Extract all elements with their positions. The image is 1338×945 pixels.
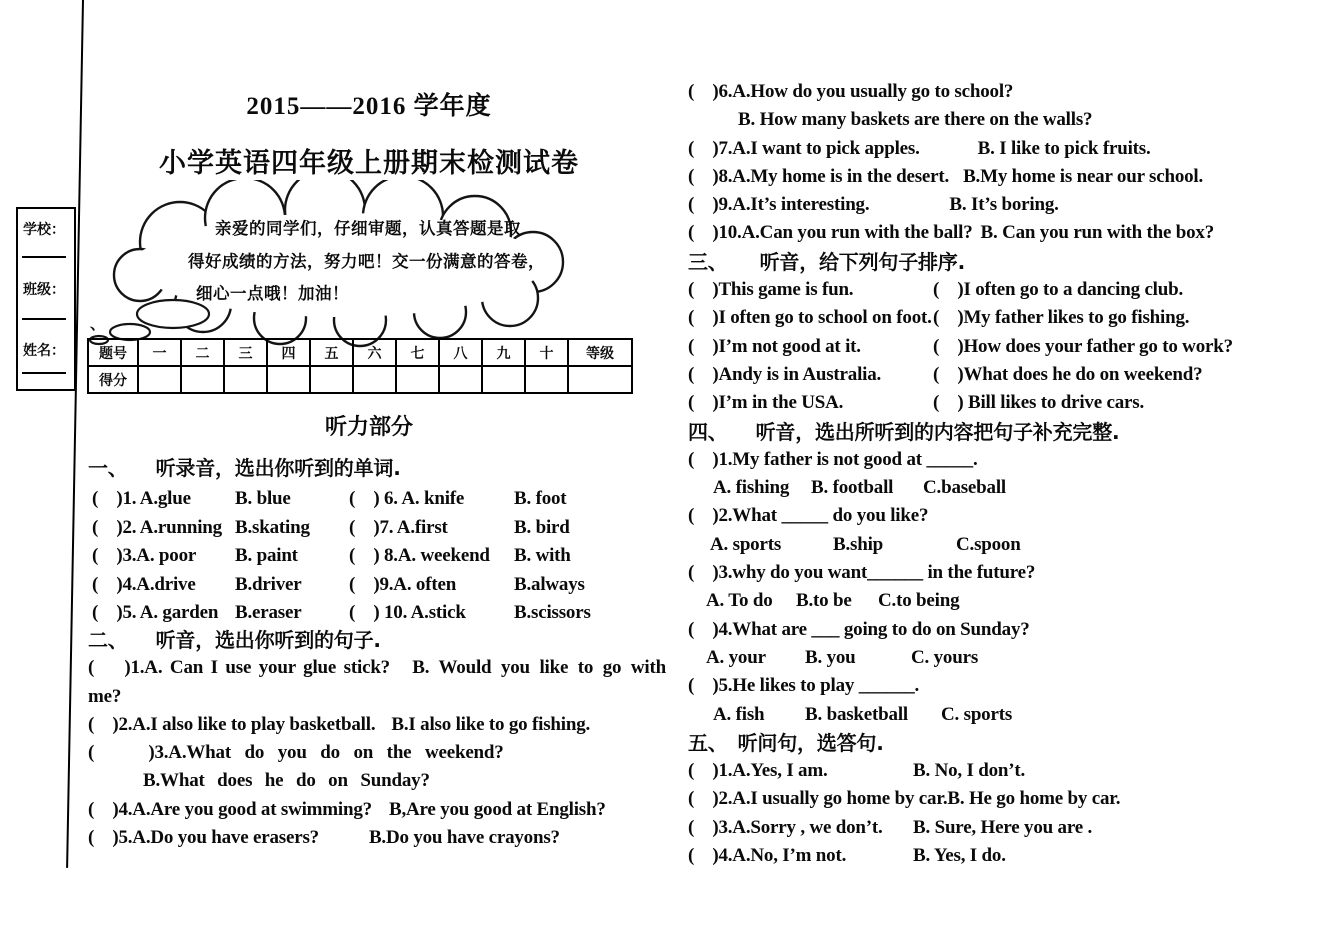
sentence-left: ( )I’m in the USA. <box>688 392 844 414</box>
score-row-label: 得分 <box>88 366 138 393</box>
school-blank-line <box>22 256 66 258</box>
fill-item-2-options <box>688 531 1248 559</box>
option-b: B,Are you good at English? <box>388 798 606 820</box>
question-left: ( )1. A.glue <box>92 488 191 510</box>
col-header-8: 八 <box>439 339 482 366</box>
section-4-number: 四、 <box>688 419 728 444</box>
question-right: ( )7. A.first <box>349 516 448 538</box>
score-cell <box>310 366 353 393</box>
option-b-left: B.driver <box>235 573 302 595</box>
section-5-heading <box>688 729 1248 757</box>
sentence-item-1-continuation: me? <box>88 685 122 707</box>
sentence-left: ( )I’m not good at it. <box>688 335 861 357</box>
name-label: 姓名： <box>23 343 65 359</box>
score-table-score-row <box>88 366 632 393</box>
sentence-item-6-option-a: ( )6.A.How do you usually go to school? <box>688 81 1014 102</box>
sentence-item-4 <box>88 796 666 824</box>
section-2-title: 听音，选出你听到的句子. <box>155 628 381 652</box>
option-b: B. He go home by car. <box>947 788 1121 810</box>
section-2-heading <box>88 626 666 654</box>
sentence-left: ( )Andy is in Australia. <box>688 363 882 385</box>
option-b: B. basketball <box>805 703 908 725</box>
option-a: ( )5.A.Do you have erasers? <box>88 827 319 849</box>
option-b: B.My home is near our school. <box>963 165 1204 187</box>
sentence-item-3-option-b: B.What does he do on Sunday? <box>143 770 430 792</box>
option-a: A. your <box>706 646 766 668</box>
ordering-row <box>688 361 1248 389</box>
word-choice-row <box>88 514 666 543</box>
left-margin-rule <box>66 0 84 868</box>
section-4-heading <box>688 418 1248 446</box>
option-a: ( )10.A.Can you run with the ball? <box>688 222 973 244</box>
cloud-text-line-1: 亲爱的同学们，仔细审题，认真答题是取 <box>215 219 521 238</box>
sentence-item-2 <box>88 711 666 739</box>
sentence-item-7 <box>688 135 1248 163</box>
class-blank-line <box>22 318 66 320</box>
option-a: A. sports <box>710 533 782 555</box>
fill-item-3-question: ( )3.why do you want______ in the future? <box>688 562 1036 584</box>
col-header-10: 十 <box>525 339 568 366</box>
sentence-right: ( ) Bill likes to drive cars. <box>933 392 1145 414</box>
fill-item-1-options <box>688 474 1248 502</box>
col-header-2: 二 <box>181 339 224 366</box>
name-blank-line <box>22 372 66 374</box>
col-header-9: 九 <box>482 339 525 366</box>
word-choice-row <box>88 542 666 571</box>
fill-item-5-options <box>688 701 1248 729</box>
sentence-item-6-option-b: B. How many baskets are there on the walls? <box>738 109 1093 131</box>
option-c: C.to being <box>878 590 960 612</box>
question-right: ( ) 8.A. weekend <box>349 545 490 567</box>
option-a: A. To do <box>706 590 773 612</box>
grade-header: 等级 <box>568 339 632 366</box>
section-4-title: 听音，选出所听到的内容把句子补充完整. <box>755 419 1120 444</box>
section-1-number: 一、 <box>88 456 128 480</box>
option-a: ( )7.A.I want to pick apples. <box>688 137 920 159</box>
sentence-item-5 <box>88 824 666 852</box>
school-label: 学校： <box>23 222 65 238</box>
ordering-row <box>688 333 1248 361</box>
option-b: B. No, I don’t. <box>913 760 1026 782</box>
sentence-item-9 <box>688 191 1248 219</box>
section-3-heading <box>688 248 1248 276</box>
option-b: B.to be <box>796 590 852 612</box>
word-choice-row <box>88 485 666 514</box>
sentence-right: ( )How does your father go to work? <box>933 335 1233 357</box>
option-b: B. Can you run with the box? <box>980 222 1215 244</box>
score-cell <box>181 366 224 393</box>
option-a: ( )8.A.My home is in the desert. <box>688 165 950 187</box>
option-b: B. Yes, I do. <box>913 845 1006 867</box>
right-column <box>688 78 1248 870</box>
col-header-5: 五 <box>310 339 353 366</box>
sentence-item-3-option-a: ( )3.A.What do you do on the weekend? <box>88 742 504 764</box>
option-b: B.I also like to go fishing. <box>391 713 591 735</box>
section-2 <box>88 626 666 852</box>
student-info-box <box>16 207 76 391</box>
fill-item-2-question: ( )2.What _____ do you like? <box>688 505 929 527</box>
score-cell <box>267 366 310 393</box>
section-1-heading <box>88 454 666 482</box>
section-1-title: 听录音，选出你听到的单词. <box>155 456 401 480</box>
word-choice-row <box>88 599 666 628</box>
section-1-rows <box>88 485 666 628</box>
col-header-7: 七 <box>396 339 439 366</box>
score-cell <box>568 366 632 393</box>
col-header-6: 六 <box>353 339 396 366</box>
option-b: B. I like to pick fruits. <box>977 137 1151 159</box>
option-b-right: B. bird <box>514 516 570 538</box>
option-a: ( )2.A.I usually go home by car. <box>688 788 948 810</box>
sentence-right: ( )What does he do on weekend? <box>933 363 1203 385</box>
score-cell <box>353 366 396 393</box>
fill-item-3-options <box>688 587 1248 615</box>
option-b-left: B. paint <box>235 545 298 567</box>
option-b-right: B.always <box>514 573 585 595</box>
col-header-3: 三 <box>224 339 267 366</box>
option-b: B.ship <box>833 533 884 555</box>
score-cell <box>439 366 482 393</box>
option-a: ( )4.A.Are you good at swimming? <box>88 798 372 820</box>
ordering-row <box>688 304 1248 332</box>
question-right: ( ) 6. A. knife <box>349 488 465 510</box>
listening-part-title: 听力部分 <box>324 415 413 440</box>
section-1 <box>88 454 666 628</box>
sentence-item-8 <box>688 163 1248 191</box>
option-c: C. yours <box>911 646 979 668</box>
section-3-title: 听音，给下列句子排序. <box>759 249 966 274</box>
score-table-header-row <box>88 339 632 366</box>
section-5-number: 五、 <box>688 730 728 755</box>
class-label: 班级： <box>23 282 65 298</box>
score-cell <box>525 366 568 393</box>
answer-choice-row <box>688 785 1248 813</box>
option-b: B.Do you have crayons? <box>368 827 560 849</box>
option-a: ( )9.A.It’s interesting. <box>688 194 870 216</box>
sentence-item-1-line-1 <box>88 654 666 682</box>
fill-item-1-question: ( )1.My father is not good at _____. <box>688 448 978 470</box>
option-a: ( )1.A. Can I use your glue stick? <box>88 657 390 679</box>
col-header-4: 四 <box>267 339 310 366</box>
ordering-row <box>688 276 1248 304</box>
question-right: ( ) 10. A.stick <box>349 602 466 624</box>
sentence-right: ( )My father likes to go fishing. <box>933 307 1190 329</box>
option-b-left: B.skating <box>235 516 310 538</box>
option-b: B. Sure, Here you are . <box>913 816 1093 838</box>
school-year-title: 2015——2016 学年度 <box>246 93 492 120</box>
stray-comma-mark: 、 <box>90 315 106 333</box>
option-b-right: B.scissors <box>514 602 591 624</box>
sentence-left: ( )I often go to school on foot. <box>688 307 932 329</box>
question-left: ( )4.A.drive <box>92 573 196 595</box>
answer-choice-row <box>688 842 1248 870</box>
option-c: C.spoon <box>956 533 1021 555</box>
question-left: ( )2. A.running <box>92 516 222 538</box>
cloud-text-line-2: 得好成绩的方法，努力吧！交一份满意的答卷， <box>188 252 545 271</box>
question-number-header: 题号 <box>88 339 138 366</box>
option-a: ( )2.A.I also like to play basketball. <box>88 713 376 735</box>
sentence-left: ( )This game is fun. <box>688 279 854 301</box>
exam-title: 小学英语四年级上册期末检测试卷 <box>159 148 579 179</box>
option-b-left: B.eraser <box>235 602 302 624</box>
ordering-row <box>688 389 1248 417</box>
fill-item-4-options <box>688 644 1248 672</box>
score-cell <box>138 366 181 393</box>
question-left: ( )3.A. poor <box>92 545 197 567</box>
sentence-item-10 <box>688 219 1248 247</box>
fill-item-4-question: ( )4.What are ___ going to do on Sunday? <box>688 618 1030 640</box>
answer-choice-row <box>688 757 1248 785</box>
option-b-right: B. with <box>514 545 571 567</box>
score-cell <box>482 366 525 393</box>
question-right: ( )9.A. often <box>349 573 457 595</box>
word-choice-row <box>88 571 666 600</box>
option-b: B. It’s boring. <box>949 194 1059 216</box>
option-a: ( )4.A.No, I’m not. <box>688 845 847 867</box>
answer-choice-row <box>688 814 1248 842</box>
fill-item-5-question: ( )5.He likes to play ______. <box>688 675 920 697</box>
section-3-number: 三、 <box>688 249 728 274</box>
cloud-text-line-3: 细心一点哦！加油！ <box>196 284 349 303</box>
score-cell <box>396 366 439 393</box>
option-c: C. sports <box>941 703 1013 725</box>
score-cell <box>224 366 267 393</box>
option-b: B. football <box>811 477 894 499</box>
option-c: C.baseball <box>923 477 1006 499</box>
col-header-1: 一 <box>138 339 181 366</box>
option-b: B. Would you like to go with <box>412 657 666 679</box>
option-b-right: B. foot <box>514 488 567 510</box>
option-b: B. you <box>805 646 856 668</box>
option-a: ( )3.A.Sorry , we don’t. <box>688 816 883 838</box>
section-2-number: 二、 <box>88 628 128 652</box>
score-table <box>87 338 633 394</box>
option-b-left: B. blue <box>235 488 291 510</box>
option-a: A. fishing <box>713 477 790 499</box>
section-5-title: 听问句，选答句. <box>737 730 884 755</box>
question-left: ( )5. A. garden <box>92 602 219 624</box>
option-a: ( )1.A.Yes, I am. <box>688 760 828 782</box>
sentence-right: ( )I often go to a dancing club. <box>933 279 1184 301</box>
option-a: A. fish <box>713 703 765 725</box>
